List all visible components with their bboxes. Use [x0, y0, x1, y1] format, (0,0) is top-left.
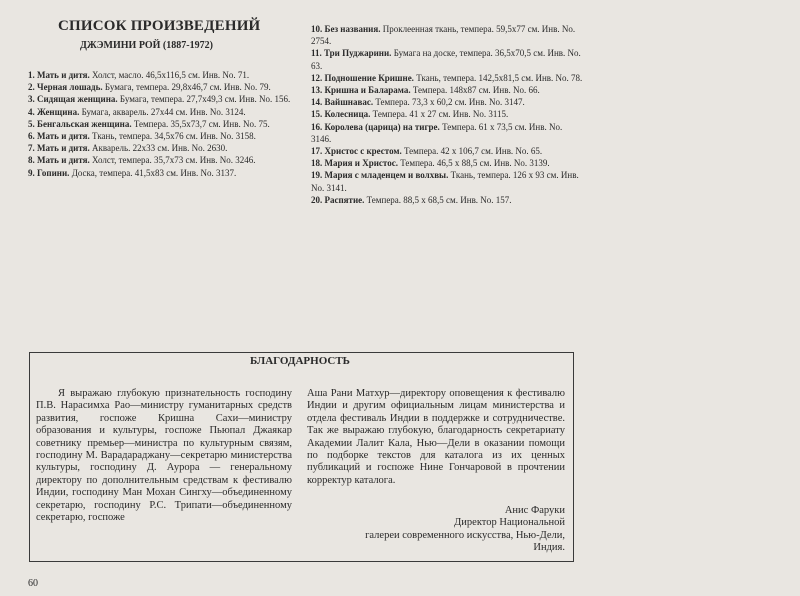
work-item: 6. Мать и дитя. Ткань, темпера. 34,5х76 см. Инв. No. 3158.	[28, 131, 256, 142]
signature	[300, 505, 565, 555]
work-item: 2. Черная лошадь. Бумага, темпера. 29,8х46,7 см. Инв. No. 79.	[28, 82, 271, 93]
signature-name: Анис Фаруки	[504, 505, 565, 516]
work-item: 8. Мать и дитя. Холст, темпера. 35,7х73 см. Инв. No. 3246.	[28, 155, 256, 166]
work-item: 9. Гопини. Доска, темпера. 41,5х83 см. Инв. No. 3137.	[28, 167, 237, 178]
page-number: 60	[28, 578, 38, 589]
signature-country: Индия.	[533, 542, 565, 554]
work-item: 3. Сидящая женщина. Бумага, темпера. 27,7х49,3 см. Инв. No. 156.	[28, 94, 291, 105]
acknowledgement-text-left: Я выражаю глубокую признательность господину П.В. Нарасимха Рао—министру гуманитарных средств развития, госпоже Кришна Сахи—министру образования и культуры, госпоже Пьюпал Джаякар советнику премьер—министра по культурным связям, господину М. Варадараджану—секретарю министерства культуры, господину Д. Аурора — генеральному директору по дополнительным средствам к фестивалю Индии, господину Ман Мохан Сингху—объединенному секретарю, господину Р.С. Трипати—объединенному секретарю, госпоже	[36, 388, 292, 524]
works-list-left	[28, 69, 300, 179]
works-list-right	[311, 23, 583, 206]
signature-position: Директор Национальной	[454, 517, 565, 529]
work-item: 16. Королева (царица) на тигре. Темпера. 61 х 73,5 см. Инв. No. 3146.	[311, 121, 563, 144]
work-item: 5. Бенгальская женщина. Темпера. 35,5х73,7 см. Инв. No. 75.	[28, 118, 270, 129]
work-item: 20. Распятие. Темпера. 88,5 х 68,5 см. Инв. No. 157.	[311, 194, 512, 205]
work-item: 13. Кришна и Баларама. Темпера. 148х87 см. Инв. No. 66.	[311, 85, 540, 96]
work-item: 15. Колесница. Темпера. 41 х 27 см. Инв. No. 3115.	[311, 109, 509, 120]
work-item: 12. Подношение Кришне. Ткань, темпера. 142,5х81,5 см. Инв. No. 78.	[311, 72, 583, 83]
acknowledgement-text-right: Аша Рани Матхур—директору оповещения к фестивалю Индии и другим официальным лицам министерства и отдела фестиваль Индии в поддержке и сотрудничестве. Так же выражаю глубокую, благодарность секретариату Академии Лалит Кала, Нью—Дели в оказании помощи по подборке текстов для каталога из их ценных публикаций и госпоже Нине Гончаровой в прочтении корректур каталога.	[307, 388, 565, 486]
signature-organization: галереи современного искусства, Нью-Дели,	[365, 529, 565, 541]
work-item: 14. Вайшнавас. Темпера. 73,3 х 60,2 см. Инв. No. 3147.	[311, 97, 525, 108]
page-title: СПИСОК ПРОИЗВЕДЕНИЙ	[58, 18, 261, 34]
page-subtitle: ДЖЭМИНИ РОЙ (1887-1972)	[80, 40, 213, 51]
work-item: 18. Мария и Христос. Темпера. 46,5 х 88,5 см. Инв. No. 3139.	[311, 158, 550, 169]
work-item: 10. Без названия. Проклеенная ткань, темпера. 59,5х77 см. Инв. No. 2754.	[311, 24, 576, 47]
work-item: 17. Христос с крестом. Темпера. 42 х 106,7 см. Инв. No. 65.	[311, 146, 543, 157]
work-item: 11. Три Пуджарини. Бумага на доске, темпера. 36,5х70,5 см. Инв. No. 63.	[311, 48, 581, 71]
work-item: 1. Мать и дитя. Холст, масло. 46,5х116,5 см. Инв. No. 71.	[28, 70, 250, 80]
work-item: 4. Женщина. Бумага, акварель. 27х44 см. Инв. No. 3124.	[28, 106, 246, 117]
acknowledgement-title: БЛАГОДАРНОСТЬ	[250, 355, 350, 367]
work-item: 7. Мать и дитя. Акварель. 22х33 см. Инв. No. 2630.	[28, 143, 228, 154]
work-item: 19. Мария с младенцем и волхвы. Ткань, темпера. 126 х 93 см. Инв. No. 3141.	[311, 170, 579, 193]
